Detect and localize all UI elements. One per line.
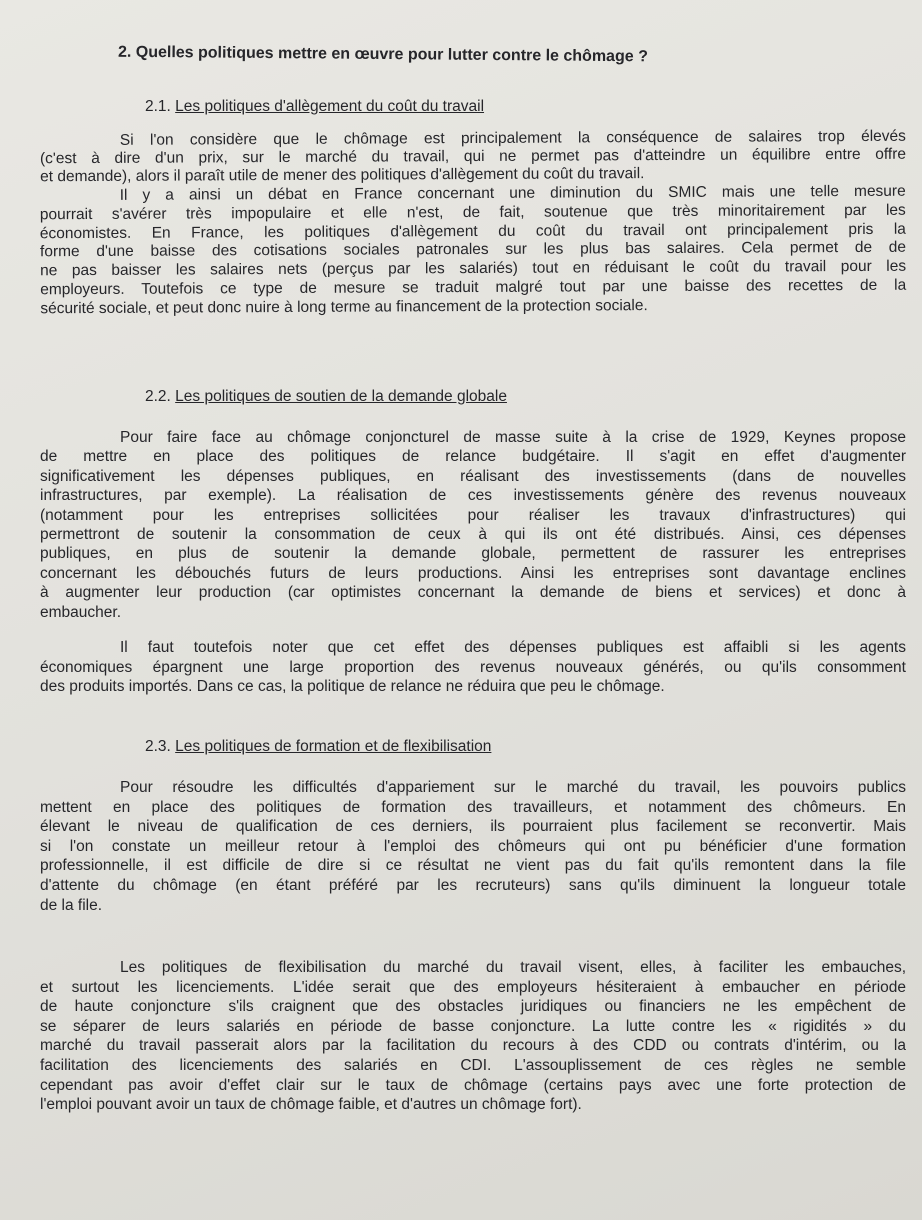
section-heading-text: Les politiques de soutien de la demande globale (175, 388, 507, 405)
text-line: si l'on constate un meilleur retour à l'emploi des chômeurs qui ont pu bénéficier d'une formation (40, 837, 906, 855)
text-line: de haute conjoncture s'ils craignent que des obstacles juridiques ou financiers ne les empêchent de (40, 998, 906, 1016)
text-line: de mettre en place des politiques de relance budgétaire. Il s'agit en effet d'augmenter (40, 448, 906, 466)
text-line: permettront de soutenir la consommation de ceux à qui ils ont été distribués. Ainsi, ces dépenses (40, 525, 906, 543)
text-line: infrastructures, par exemple). La réalisation de ces investissements génère des revenus nouveaux (40, 487, 906, 505)
text-line: économiques épargnent une large proportion des revenus nouveaux générés, ou qu'ils consomment (40, 658, 906, 676)
paragraph (40, 778, 906, 915)
section-heading (145, 738, 491, 756)
text-line: (notamment pour les entreprises sollicitées pour réaliser les travaux d'infrastructures) qui (40, 506, 906, 524)
text-line: mettent en place des politiques de formation des travailleurs, et notamment des chômeurs. En (40, 798, 906, 816)
text-line: et demande), alors il paraît utile de mener des politiques d'allègement du coût du travail. (40, 165, 645, 186)
section-heading (145, 98, 484, 116)
text-line: significativement les dépenses publiques, en réalisant des investissements (dans de nouvelles (40, 467, 906, 485)
text-line: élevant le niveau de qualification de ces derniers, ils pourraient plus facilement se reconvertir. Mais (40, 818, 906, 836)
text-line: de la file. (40, 896, 103, 914)
text-line: à augmenter leur production (car optimistes concernant la demande de biens et services) et donc à (40, 584, 906, 602)
text-line: employeurs. Toutefois ce type de mesure se traduit malgré tout par une baisse des recettes de la (40, 276, 907, 299)
section-number: 2.2. (145, 388, 176, 405)
text-line: professionnelle, il est difficile de dire si ce résultat ne vient pas du fait qu'ils remontent dans la file (40, 857, 906, 875)
section-number: 2.1. (145, 98, 176, 115)
paragraph (40, 183, 907, 319)
paragraph (40, 128, 906, 187)
paragraph (40, 958, 906, 1115)
text-line: économistes. En France, les politiques d'allègement du coût du travail ont principalement pris la (39, 220, 906, 242)
text-line: Il y a ainsi un débat en France concernant une diminution du SMIC mais une telle mesure (119, 182, 906, 204)
section-heading (145, 388, 507, 406)
text-line: concernant les débouchés futurs de leurs productions. Ainsi les entreprises sont davantage enclines (40, 564, 906, 582)
text-line: Si l'on considère que le chômage est principalement la conséquence de salaires trop élevés (119, 127, 906, 149)
text-line: marché du travail passerait alors par la facilitation du recours à des CDD ou contrats d'intérim, ou la (40, 1037, 906, 1055)
text-line: et surtout les licenciements. L'idée serait que des employeurs hésiteraient à embaucher en période (40, 978, 906, 996)
text-line: (c'est à dire d'un prix, sur le marché du travail, qui ne permet pas d'atteindre un équilibre entre offre (39, 145, 907, 168)
text-line: embaucher. (40, 603, 121, 621)
text-line: Il faut toutefois noter que cet effet des dépenses publiques est affaibli si les agents (120, 639, 906, 656)
text-line: d'attente du chômage (en étant préféré par les recruteurs) sans qu'ils diminuent la longueur totale (40, 876, 906, 894)
text-line: pourrait s'avérer très impopulaire et elle n'est, de fait, soutenue que très minoritairement par les (39, 201, 906, 224)
text-line: se séparer de leurs salariés en période de basse conjoncture. La lutte contre les « rigidités » du (40, 1017, 906, 1035)
section-heading-text: Les politiques d'allègement du coût du travail (175, 98, 485, 115)
text-line: Pour faire face au chômage conjoncturel de masse suite à la crise de 1929, Keynes propose (120, 429, 906, 446)
text-line: des produits importés. Dans ce cas, la politique de relance ne réduira que peu le chômage. (40, 678, 665, 695)
text-line: l'emploi pouvant avoir un taux de chômage faible, et d'autres un chômage fort). (40, 1096, 582, 1114)
text-line: forme d'une baisse des cotisations sociales patronales sur les plus bas salaires. Cela permet de de (39, 239, 907, 261)
text-line: cependant pas avoir d'effet clair sur le taux de chômage (certains pays avec une forte protection de (40, 1076, 906, 1094)
text-line: publiques, en plus de soutenir la demande globale, permettent de rassurer les entreprises (40, 545, 906, 563)
section-number: 2.3. (145, 738, 176, 755)
text-line: sécurité sociale, et peut donc nuire à long terme au financement de la protection sociale. (40, 296, 648, 318)
paragraph (40, 428, 906, 622)
text-line: Pour résoudre les difficultés d'appariement sur le marché du travail, les pouvoirs publics (120, 779, 906, 796)
text-line: ne pas baisser les salaires nets (perçus par les salariés) tout en réduisant le coût du travail pour les (40, 257, 907, 280)
text-line: facilitation des licenciements des salariés en CDI. L'assouplissement de ces règles ne semble (40, 1056, 906, 1074)
paragraph (40, 638, 906, 697)
page-title: 2. Quelles politiques mettre en œuvre pour lutter contre le chômage ? (117, 43, 648, 66)
text-line: Les politiques de flexibilisation du marché du travail visent, elles, à faciliter les embauches, (120, 959, 906, 976)
section-heading-text: Les politiques de formation et de flexibilisation (175, 738, 492, 755)
